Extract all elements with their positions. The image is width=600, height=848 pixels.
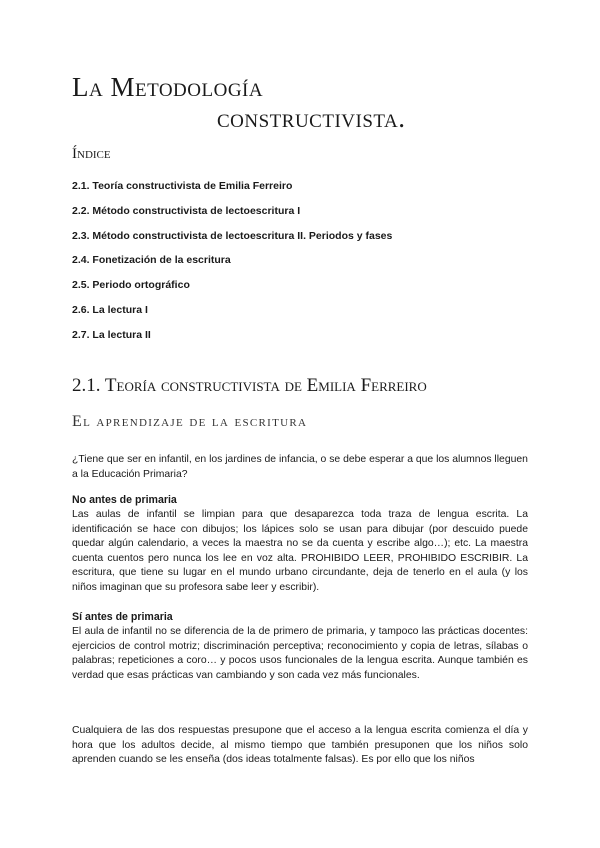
- toc-item[interactable]: 2.3. Método constructivista de lectoescritura II. Periodos y fases: [72, 229, 393, 242]
- block2-paragraph: El aula de infantil no se diferencia de la de primero de primaria, y tampoco las prácticas docentes: ejercicios de control motriz; discriminación perceptiva; reconocimiento y copia de letras, sílabas o palabras; repeticiones a coro… y pocos usos funcionales de la lengua escrita. Aunque también es verdad que esas prácticas van cambiando y son cada vez más funcionales.: [72, 626, 528, 681]
- toc-item[interactable]: 2.7. La lectura II: [72, 328, 151, 341]
- toc-item[interactable]: 2.2. Método constructivista de lectoescritura I: [72, 204, 301, 217]
- toc-item[interactable]: 2.4. Fonetización de la escritura: [72, 254, 231, 267]
- block1-title: No antes de primaria: [72, 494, 177, 506]
- index-heading: Índice: [72, 146, 111, 162]
- section-subheading: El aprendizaje de la escritura: [72, 413, 308, 430]
- table-of-contents: [72, 179, 392, 353]
- toc-item[interactable]: 2.5. Periodo ortográfico: [72, 279, 190, 292]
- document-title-line-2: constructivista.: [217, 103, 406, 133]
- toc-item[interactable]: 2.6. La lectura I: [72, 303, 148, 316]
- document-title-line-1: La Metodología: [72, 72, 264, 102]
- block2-title: Sí antes de primaria: [72, 611, 173, 623]
- question-paragraph: ¿Tiene que ser en infantil, en los jardines de infancia, o se debe esperar a que los alumnos lleguen a la Educación Primaria?: [72, 454, 528, 480]
- toc-item[interactable]: 2.1. Teoría constructivista de Emilia Ferreiro: [72, 180, 293, 192]
- section-heading: 2.1. Teoría constructivista de Emilia Ferreiro: [72, 375, 427, 396]
- closing-paragraph: Cualquiera de las dos respuestas presupone que el acceso a la lengua escrita comienza el día y hora que los adultos decide, al mismo tiempo que también presuponen que los niños solo aprenden cuando se les enseña (dos ideas totalmente falsas). Es por ello que los niños: [72, 725, 528, 766]
- block1-paragraph: Las aulas de infantil se limpian para que desaparezca toda traza de lengua escrita. La identificación se hace con dibujos; los lápices solo se usan para dibujar (por descuido puede quedar algún calendario, a veces la maestra no se da cuenta y escribe algo…); etc. La maestra cuenta cuentos pero nunca los lee en voz alta. PROHIBIDO LEER, PROHIBIDO ESCRIBIR. La escritura, que tiene su lugar en el mundo urbano circundante, deja de tenerlo en el aula (y los niños imaginan que su profesora sabe leer y escribir).: [72, 509, 528, 593]
